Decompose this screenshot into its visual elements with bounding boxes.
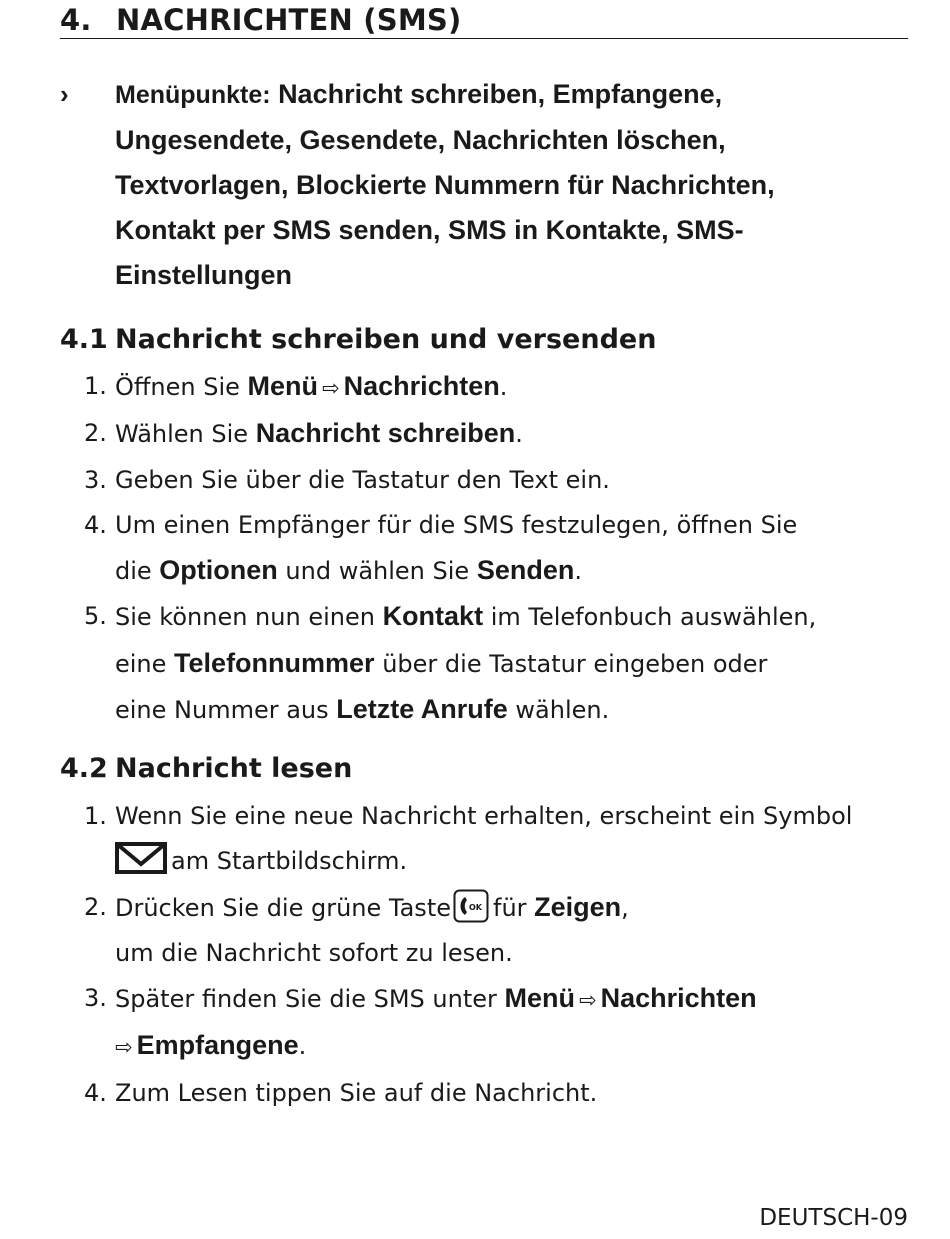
step-text: . [298,1032,307,1061]
step-bold: Optionen [159,555,278,586]
menu-items-line: Ungesendete, Gesendete, Nachrichten löschen, [115,125,726,155]
step-text: Wählen Sie [115,420,256,449]
step-number: 5. [84,602,107,631]
step-bold: Menü [504,983,576,1014]
step-text: . [499,373,508,401]
list-item [60,885,908,977]
step-bold: Senden [476,555,575,586]
ok-call-key-icon [453,889,489,923]
step-text: . [515,420,523,449]
section-heading-write [60,322,908,358]
step-text: wählen. [507,696,610,725]
step-number: 1. [84,372,107,400]
list-item [60,1071,908,1116]
step-text: und wählen Sie [277,557,477,586]
menu-items-line: Einstellungen [115,260,293,290]
step-text: Drücken Sie die grüne Taste [115,893,451,922]
step-text: Um einen Empfänger für die SMS festzulegen, öffnen Sie [115,510,798,539]
step-text: um die Nachricht sofort zu lesen. [115,938,513,967]
step-number: 4. [84,1078,107,1107]
chapter-title: NACHRICHTEN (SMS) [116,3,462,37]
section-heading-read [60,751,908,787]
step-text: eine Nummer aus [115,696,337,725]
menu-items-line: Textvorlagen, Blockierte Nummern für Nachrichten, [115,170,775,200]
step-number: 2. [84,892,107,921]
menu-items-line: Kontakt per SMS senden, SMS in Kontakte, SMS- [115,215,744,245]
step-text: Zum Lesen tippen Sie auf die Nachricht. [115,1078,598,1107]
step-number: 4. [84,510,107,539]
step-number: 2. [84,419,107,448]
step-text: für [493,893,535,922]
ok-key-label: OK [469,902,482,912]
step-bold: Menü [247,371,319,401]
step-number: 3. [84,465,107,494]
arrow-right-icon: ⇨ [115,1035,133,1060]
step-bold: Telefonnummer [174,647,375,678]
step-bold: Zeigen [534,891,622,922]
step-text: im Telefonbuch auswählen, [483,603,817,632]
list-item [60,794,908,885]
list-item [60,458,908,503]
menu-items-label: Menüpunkte: [115,81,271,109]
step-text: Öffnen Sie [115,373,248,401]
step-number: 1. [84,802,107,830]
section-title: Nachricht schreiben und versenden [115,324,657,355]
step-text: Geben Sie über die Tastatur den Text ein. [115,465,610,494]
section-number: 4.2 [60,753,108,784]
arrow-right-icon: ⇨ [322,376,340,400]
arrow-right-icon: ⇨ [579,988,597,1013]
step-text: eine [115,649,175,678]
menu-items-bullet [60,72,908,298]
step-bold: Nachricht schreiben [255,418,516,449]
step-text: Sie können nun einen [115,603,383,632]
section-number: 4.1 [60,324,108,355]
step-bold: Letzte Anrufe [336,694,508,725]
step-bold: Kontakt [382,601,484,632]
list-item [60,976,908,1071]
menu-items-line: Nachricht schreiben, Empfangene, [278,79,723,109]
step-bold: Empfangene [136,1030,299,1061]
step-text: Wenn Sie eine neue Nachricht erhalten, erscheint ein Symbol [115,802,853,830]
step-text: am Startbildschirm. [171,847,408,876]
list-item [60,594,908,733]
step-bold: Nachrichten [343,371,500,401]
list-item [60,411,908,457]
chevron-right-icon: › [60,79,69,109]
step-text: . [574,557,582,586]
chapter-heading [60,2,908,39]
envelope-icon [115,842,167,874]
write-steps-list [60,364,908,733]
step-text: , [621,893,629,922]
chapter-number: 4. [60,3,92,37]
step-text: die [115,557,160,586]
section-title: Nachricht lesen [115,753,353,784]
step-bold: Nachrichten [600,983,757,1014]
menu-items-text [115,72,908,298]
list-item [60,364,908,411]
step-number: 3. [84,984,107,1013]
read-steps-list [60,794,908,1116]
step-text: über die Tastatur eingeben oder [374,649,768,678]
list-item [60,503,908,595]
page-footer-label: DEUTSCH-09 [759,1205,908,1231]
step-text: Später finden Sie die SMS unter [115,985,505,1014]
